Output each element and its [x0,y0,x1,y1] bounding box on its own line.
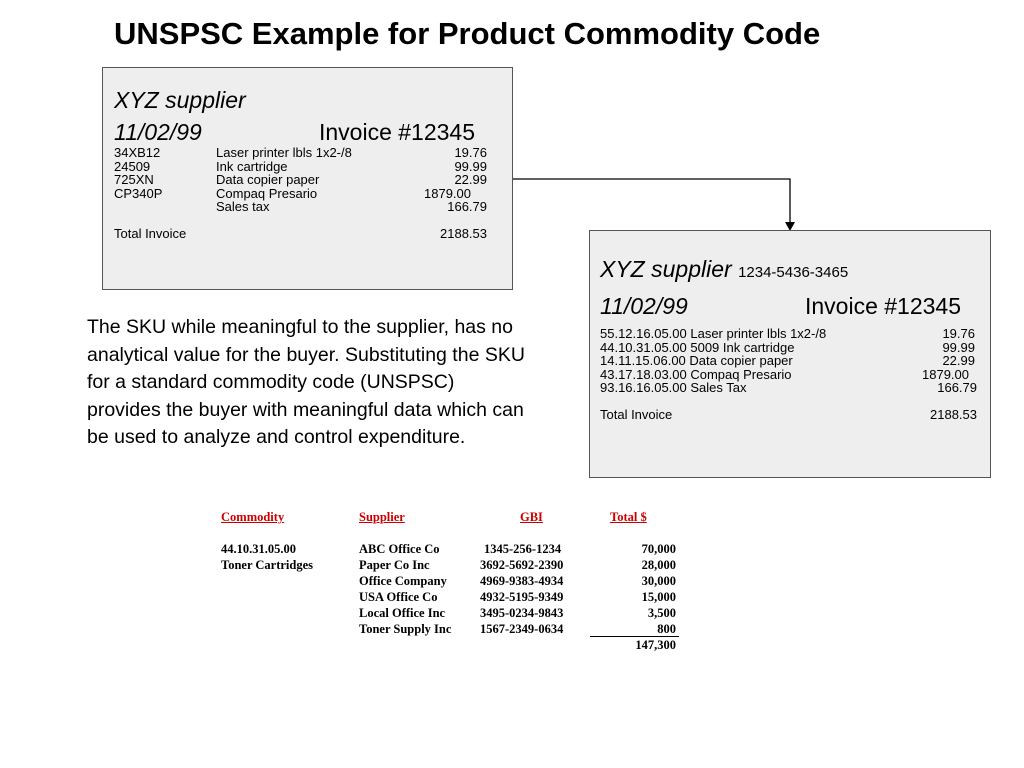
line-amount: 166.79 [447,199,487,214]
page-title: UNSPSC Example for Product Commodity Code [114,16,821,51]
line-code: 24509 [114,158,151,174]
row-total: 15,000 [641,590,676,604]
total-label: Total Invoice [114,226,187,241]
line-desc: Ink cartridge [216,158,288,174]
line-amount: 99.99 [942,339,975,355]
line-desc: 55.12.16.05.00 Laser printer lbls 1x2-/8 [600,326,827,341]
line-desc: Sales tax [216,199,270,214]
header-gbi: GBI [520,510,543,524]
line-amount: 99.99 [454,158,487,174]
line-amount: 22.99 [454,172,487,187]
line-amount: 19.76 [454,145,487,160]
line-code: 34XB12 [114,145,161,160]
line-desc: 43.17.18.03.00 Compaq Presario [600,366,792,382]
invoice-date: 11/02/99 [600,293,688,319]
line-amount: 1879.00 [922,366,969,382]
row-gbi: 3495-0234-9843 [480,606,564,620]
commodity-name: Toner Cartridges [221,558,314,572]
row-supplier: Toner Supply Inc [359,622,452,636]
row-supplier: USA Office Co [359,590,438,604]
row-total: 800 [657,622,676,636]
line-desc: Laser printer lbls 1x2-/8 [216,145,352,160]
line-amount: 1879.00 [424,185,471,201]
grand-total: 147,300 [635,638,676,652]
supplier-name-text: XYZ supplier [600,256,732,282]
commodity-code: 44.10.31.05.00 [221,542,296,556]
header-total: Total $ [610,510,647,524]
row-total: 3,500 [647,606,676,620]
row-supplier: Paper Co Inc [359,558,430,572]
total-label: Total Invoice [600,407,673,422]
line-desc: 14.11.15.06.00 Data copier paper [600,353,793,368]
line-amount: 166.79 [937,380,977,395]
row-supplier: Office Company [359,574,447,588]
row-total: 70,000 [641,542,676,556]
total-amount: 2188.53 [440,226,487,241]
row-gbi: 4932-5195-9349 [480,590,564,604]
invoice-original [102,67,513,290]
row-gbi: 1567-2349-0634 [480,622,564,636]
line-desc: Compaq Presario [216,185,318,201]
total-amount: 2188.53 [930,407,977,422]
row-gbi: 3692-5692-2390 [480,558,564,572]
supplier-name: XYZ supplier [114,87,246,113]
total-rule [590,636,679,637]
invoice-date: 11/02/99 [114,119,202,145]
row-supplier: ABC Office Co [359,542,440,556]
explanation-paragraph: The SKU while meaningful to the supplier, has no analytical value for the buyer. Substituting the SKU for a standard commodity code (UNSPSC) provides the buyer with meaningful data which can be used to analyze and control expenditure. [87,316,525,448]
header-commodity: Commodity [221,510,285,524]
line-desc: Data copier paper [216,172,320,187]
line-code: 725XN [114,172,154,187]
invoice-unspsc [589,230,991,478]
row-total: 30,000 [641,574,676,588]
line-desc: 44.10.31.05.00 5009 Ink cartridge [600,339,795,355]
row-total: 28,000 [641,558,676,572]
header-supplier: Supplier [359,510,405,524]
line-amount: 22.99 [942,353,975,368]
line-amount: 19.76 [942,326,975,341]
row-gbi: 4969-9383-4934 [480,574,564,588]
line-desc: 93.16.16.05.00 Sales Tax [600,380,747,395]
supplier-name [600,256,848,283]
supplier-phone: 1234-5436-3465 [738,264,849,281]
row-gbi: 1345-256-1234 [484,542,562,556]
line-code: CP340P [114,185,163,201]
invoice-number: Invoice #12345 [805,293,962,319]
invoice-number: Invoice #12345 [319,119,476,145]
row-supplier: Local Office Inc [359,606,446,620]
